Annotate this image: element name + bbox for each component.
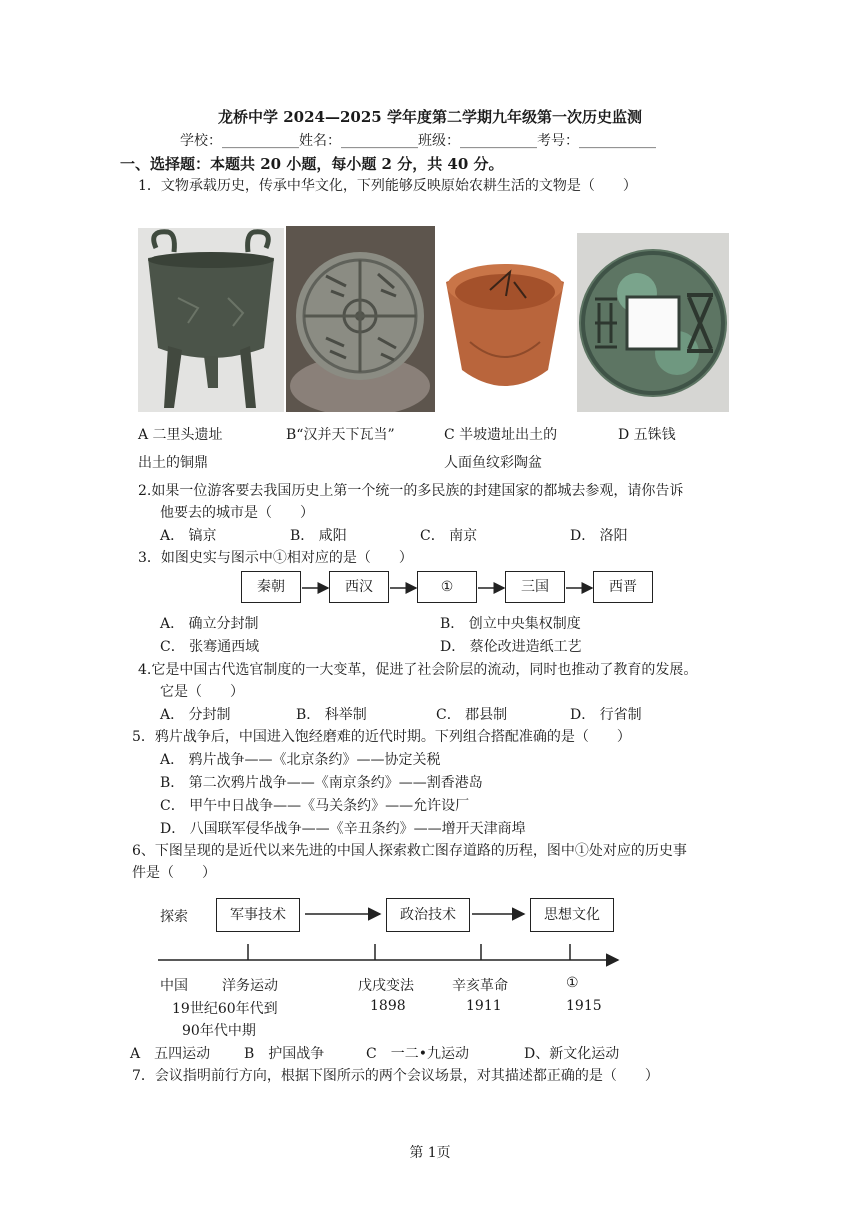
flow-box-blank: ① xyxy=(417,571,477,603)
event-hundred-days-reform: 戊戌变法 xyxy=(358,978,414,994)
q4-option-d[interactable]: D． 行省制 xyxy=(570,707,642,723)
q6-stem-line2: 件是（ ） xyxy=(132,865,216,881)
timeline-diagram xyxy=(0,900,860,970)
q1-caption-b: B“汉并天下瓦当” xyxy=(286,427,395,443)
box-political-tech: 政治技术 xyxy=(386,898,470,932)
q2-option-a[interactable]: A． 镐京 xyxy=(160,528,217,544)
q3-stem: 3．如图史实与图示中①相对应的是（ ） xyxy=(138,550,413,566)
q6-option-c[interactable]: C 一二•九运动 xyxy=(366,1046,469,1062)
flow-box-three-kingdoms: 三国 xyxy=(505,571,565,603)
q1-caption-d: D 五铢钱 xyxy=(618,427,676,443)
q2-option-c[interactable]: C． 南京 xyxy=(420,528,478,544)
wuzhu-coin-image xyxy=(577,233,729,412)
q5-option-b[interactable]: B． 第二次鸦片战争——《南京条约》——割香港岛 xyxy=(160,775,483,791)
q4-stem-line1: 4.它是中国古代选官制度的一大变革，促进了社会阶层的流动，同时也推动了教育的发展。 xyxy=(138,662,698,678)
year-1911: 1911 xyxy=(466,998,502,1014)
q5-option-d[interactable]: D． 八国联军侵华战争——《辛丑条约》——增开天津商埠 xyxy=(160,821,526,837)
flow-box-western-jin: 西晋 xyxy=(593,571,653,603)
q4-option-a[interactable]: A． 分封制 xyxy=(160,707,231,723)
q5-stem: 5．鸦片战争后，中国进入饱经磨难的近代时期。下列组合搭配准确的是（ ） xyxy=(132,729,631,745)
q3-option-a[interactable]: A． 确立分封制 xyxy=(160,616,259,632)
tile-end-image xyxy=(286,226,435,412)
q2-stem-line1: 2.如果一位游客要去我国历史上第一个统一的多民族的封建国家的都城去参观，请你告诉 xyxy=(138,483,684,499)
year-self-strengthening-extra: 90年代中期 xyxy=(182,1023,256,1039)
china-label: 中国 xyxy=(160,978,188,994)
flow-box-qin: 秦朝 xyxy=(241,571,301,603)
student-info-line: 学校：___________姓名：___________班级：___________考号：___________ xyxy=(180,133,656,149)
q1-caption-a-line1: A 二里头遗址 xyxy=(138,427,223,443)
q6-option-b[interactable]: B 护国战争 xyxy=(244,1046,325,1062)
year-self-strengthening: 19世纪60年代到 xyxy=(172,1001,278,1017)
q3-option-c[interactable]: C． 张骞通西域 xyxy=(160,639,260,655)
painted-pottery-basin-image xyxy=(440,252,570,412)
q1-stem: 1．文物承载历史，传承中华文化，下列能够反映原始农耕生活的文物是（ ） xyxy=(138,178,637,194)
q4-option-b[interactable]: B． 科举制 xyxy=(296,707,367,723)
q6-stem-line1: 6、下图呈现的是近代以来先进的中国人探索救亡图存道路的历程，图中①处对应的历史事 xyxy=(132,843,687,859)
event-1911-revolution: 辛亥革命 xyxy=(452,978,508,994)
page-number: 第 1页 xyxy=(409,1145,451,1161)
q4-stem-line2: 它是（ ） xyxy=(160,684,244,700)
q2-option-b[interactable]: B． 咸阳 xyxy=(290,528,347,544)
q3-option-b[interactable]: B． 创立中央集权制度 xyxy=(440,616,581,632)
exam-title: 龙桥中学 2024—2025 学年度第二学期九年级第一次历史监测 xyxy=(218,108,642,126)
box-military-tech: 军事技术 xyxy=(216,898,300,932)
bronze-ding-image xyxy=(138,228,284,412)
event-self-strengthening: 洋务运动 xyxy=(222,978,278,994)
q1-caption-c-line2: 人面鱼纹彩陶盆 xyxy=(444,455,542,471)
section-heading: 一、选择题：本题共 20 小题，每小题 2 分，共 40 分。 xyxy=(120,155,504,173)
q2-option-d[interactable]: D． 洛阳 xyxy=(570,528,628,544)
box-thought-culture: 思想文化 xyxy=(530,898,614,932)
q7-stem: 7．会议指明前行方向，根据下图所示的两个会议场景，对其描述都正确的是（ ） xyxy=(132,1068,659,1084)
q6-option-d[interactable]: D、新文化运动 xyxy=(524,1046,620,1062)
event-blank: ① xyxy=(566,975,579,991)
year-1898: 1898 xyxy=(370,998,406,1014)
q1-caption-a-line2: 出土的铜鼎 xyxy=(138,455,208,471)
q5-option-c[interactable]: C． 甲午中日战争——《马关条约》——允许设厂 xyxy=(160,798,470,814)
flow-arrows xyxy=(300,578,600,598)
q4-option-c[interactable]: C． 郡县制 xyxy=(436,707,508,723)
q2-stem-line2: 他要去的城市是（ ） xyxy=(160,505,314,521)
year-1915: 1915 xyxy=(566,998,602,1014)
q6-option-a[interactable]: A 五四运动 xyxy=(130,1046,211,1062)
flow-box-western-han: 西汉 xyxy=(329,571,389,603)
explore-label: 探索 xyxy=(160,909,188,925)
q1-caption-c-line1: C 半坡遗址出土的 xyxy=(444,427,558,443)
q5-option-a[interactable]: A． 鸦片战争——《北京条约》——协定关税 xyxy=(160,752,441,768)
q3-option-d[interactable]: D． 蔡伦改进造纸工艺 xyxy=(440,639,582,655)
